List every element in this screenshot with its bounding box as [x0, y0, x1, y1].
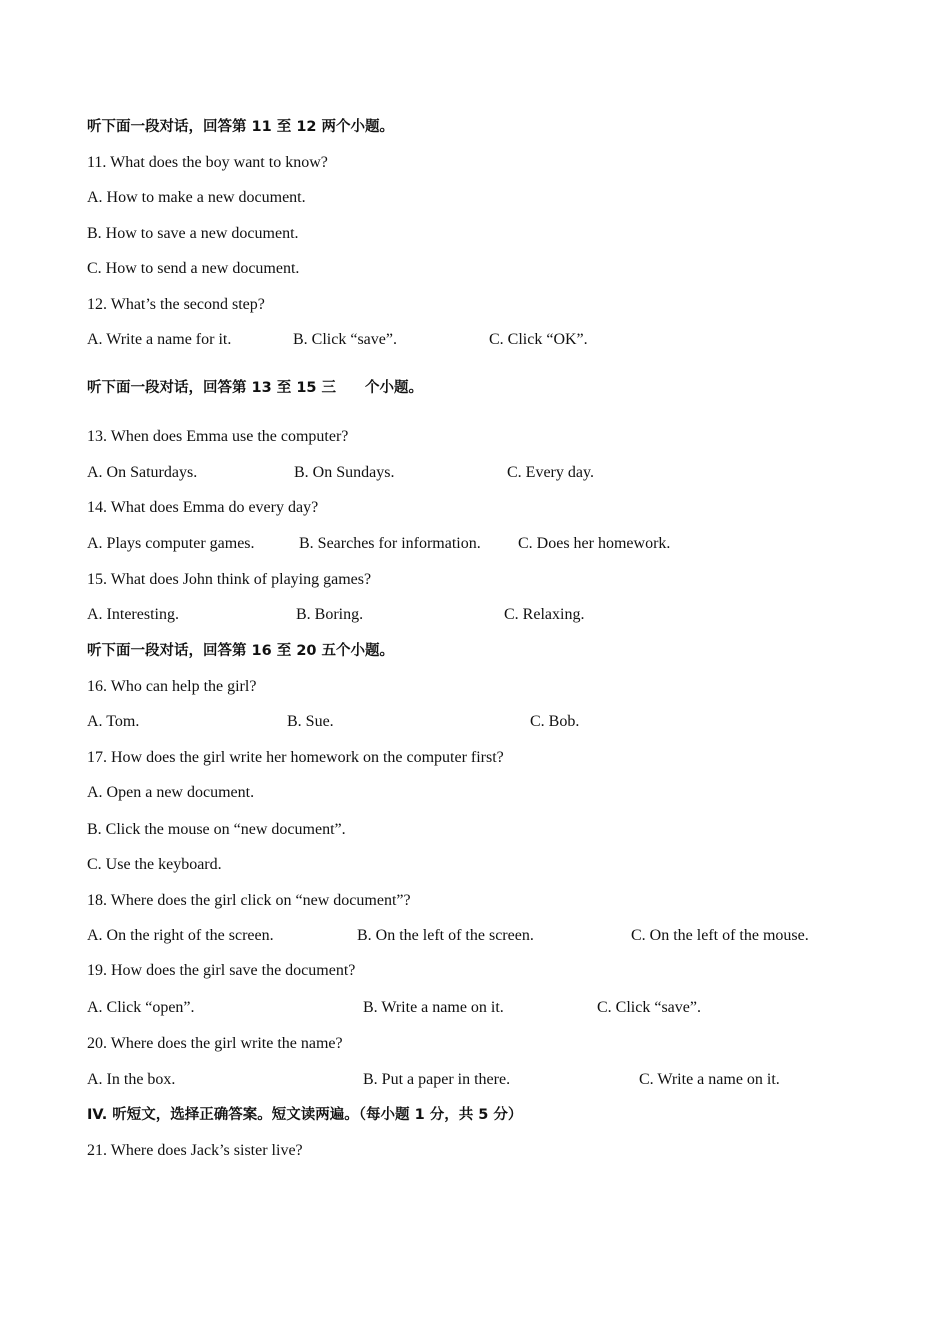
question-12: 12. What’s the second step? [87, 296, 265, 313]
option-13b: B. On Sundays. [294, 464, 395, 481]
option-17b: B. Click the mouse on “new document”. [87, 821, 346, 838]
option-15a: A. Interesting. [87, 606, 179, 623]
option-15c: C. Relaxing. [504, 606, 585, 623]
section-header-iv: IV. 听短文，选择正确答案。短文读两遍。（每小题 1 分，共 5 分） [87, 1107, 523, 1123]
question-18: 18. Where does the girl click on “new document”? [87, 892, 411, 909]
option-18c: C. On the left of the mouse. [631, 927, 809, 944]
option-13a: A. On Saturdays. [87, 464, 198, 481]
option-16a: A. Tom. [87, 713, 140, 730]
option-12a: A. Write a name for it. [87, 331, 232, 348]
option-17c: C. Use the keyboard. [87, 856, 222, 873]
option-12b: B. Click “save”. [293, 331, 397, 348]
question-15: 15. What does John think of playing games? [87, 571, 372, 588]
question-21: 21. Where does Jack’s sister live? [87, 1142, 303, 1159]
option-15b: B. Boring. [296, 606, 364, 623]
section-header-11-12: 听下面一段对话，回答第 11 至 12 两个小题。 [87, 119, 395, 135]
option-20b: B. Put a paper in there. [363, 1071, 511, 1088]
option-19a: A. Click “open”. [87, 999, 195, 1016]
option-19c: C. Click “save”. [597, 999, 701, 1016]
option-11b: B. How to save a new document. [87, 225, 299, 242]
question-17: 17. How does the girl write her homework on the computer first? [87, 749, 504, 766]
option-14b: B. Searches for information. [299, 535, 481, 552]
option-19b: B. Write a name on it. [363, 999, 504, 1016]
question-13: 13. When does Emma use the computer? [87, 428, 349, 445]
option-17a: A. Open a new document. [87, 784, 255, 801]
question-16: 16. Who can help the girl? [87, 678, 257, 695]
question-19: 19. How does the girl save the document? [87, 962, 356, 979]
option-12c: C. Click “OK”. [489, 331, 588, 348]
option-11c: C. How to send a new document. [87, 260, 300, 277]
option-20c: C. Write a name on it. [639, 1071, 780, 1088]
section-header-16-20: 听下面一段对话，回答第 16 至 20 五个小题。 [87, 643, 395, 659]
option-14c: C. Does her homework. [518, 535, 671, 552]
option-18b: B. On the left of the screen. [357, 927, 534, 944]
section-header-13-15: 听下面一段对话，回答第 13 至 15 三 个小题。 [87, 380, 424, 396]
option-16b: B. Sue. [287, 713, 334, 730]
question-14: 14. What does Emma do every day? [87, 499, 319, 516]
option-20a: A. In the box. [87, 1071, 176, 1088]
option-13c: C. Every day. [507, 464, 594, 481]
question-11: 11. What does the boy want to know? [87, 154, 328, 171]
question-20: 20. Where does the girl write the name? [87, 1035, 343, 1052]
option-16c: C. Bob. [530, 713, 580, 730]
option-18a: A. On the right of the screen. [87, 927, 274, 944]
option-14a: A. Plays computer games. [87, 535, 255, 552]
option-11a: A. How to make a new document. [87, 189, 306, 206]
